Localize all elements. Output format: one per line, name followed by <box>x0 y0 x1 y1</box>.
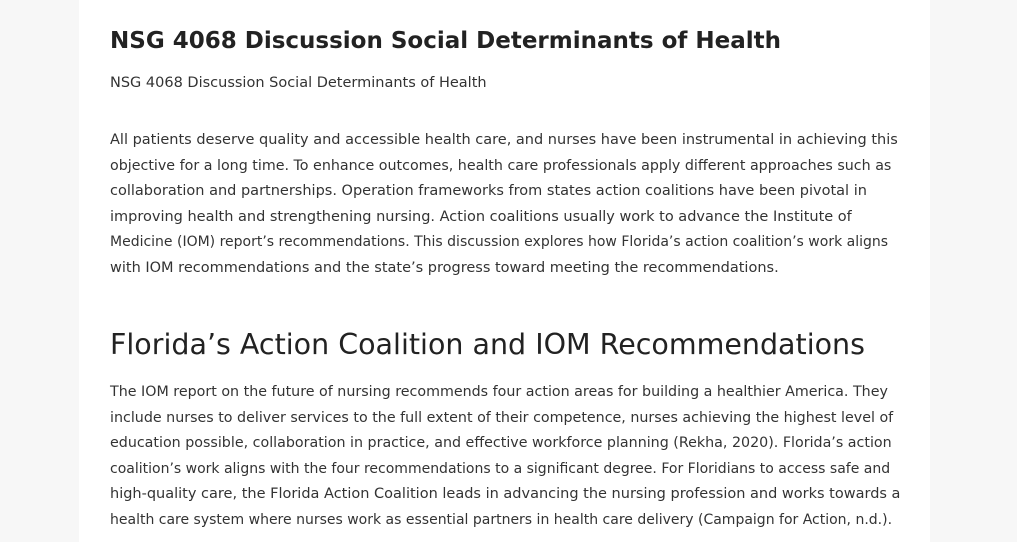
section-heading: Florida’s Action Coalition and IOM Recommendations <box>110 328 865 361</box>
section-line: coalition’s work aligns with the four recommendations to a significant degree. For Floridians to access safe and <box>110 460 891 477</box>
intro-line: improving health and strengthening nursing. Action coalitions usually work to advance the Institute of <box>110 208 852 225</box>
section-line: The IOM report on the future of nursing recommends four action areas for building a healthier America. They <box>110 384 888 400</box>
intro-line: with IOM recommendations and the state’s progress toward meeting the recommendations. <box>110 259 779 276</box>
intro-line: collaboration and partnerships. Operation frameworks from states action coalitions have been pivotal in <box>110 183 867 200</box>
section-line: education possible, collaboration in practice, and effective workforce planning (Rekha, 2020). Florida’s action <box>110 435 892 452</box>
section-line: include nurses to deliver services to the full extent of their competence, nurses achieving the highest level of <box>110 409 894 426</box>
section-line: high-quality care, the Florida Action Coalition leads in advancing the nursing profession and works towards a <box>110 486 901 503</box>
intro-line: objective for a long time. To enhance outcomes, health care professionals apply different approaches such as <box>110 157 892 174</box>
article-subtitle: NSG 4068 Discussion Social Determinants of Health <box>110 75 487 91</box>
article-page <box>79 0 930 542</box>
intro-line: Medicine (IOM) report’s recommendations. This discussion explores how Florida’s action coalition’s work aligns <box>110 234 889 251</box>
section-line: health care system where nurses work as essential partners in health care delivery (Campaign for Action, n.d.). <box>110 511 893 528</box>
intro-paragraph <box>110 128 900 282</box>
article-title: NSG 4068 Discussion Social Determinants of Health <box>110 28 782 54</box>
section-paragraph <box>110 380 900 534</box>
intro-line: All patients deserve quality and accessible health care, and nurses have been instrumental in achieving this <box>110 132 898 148</box>
